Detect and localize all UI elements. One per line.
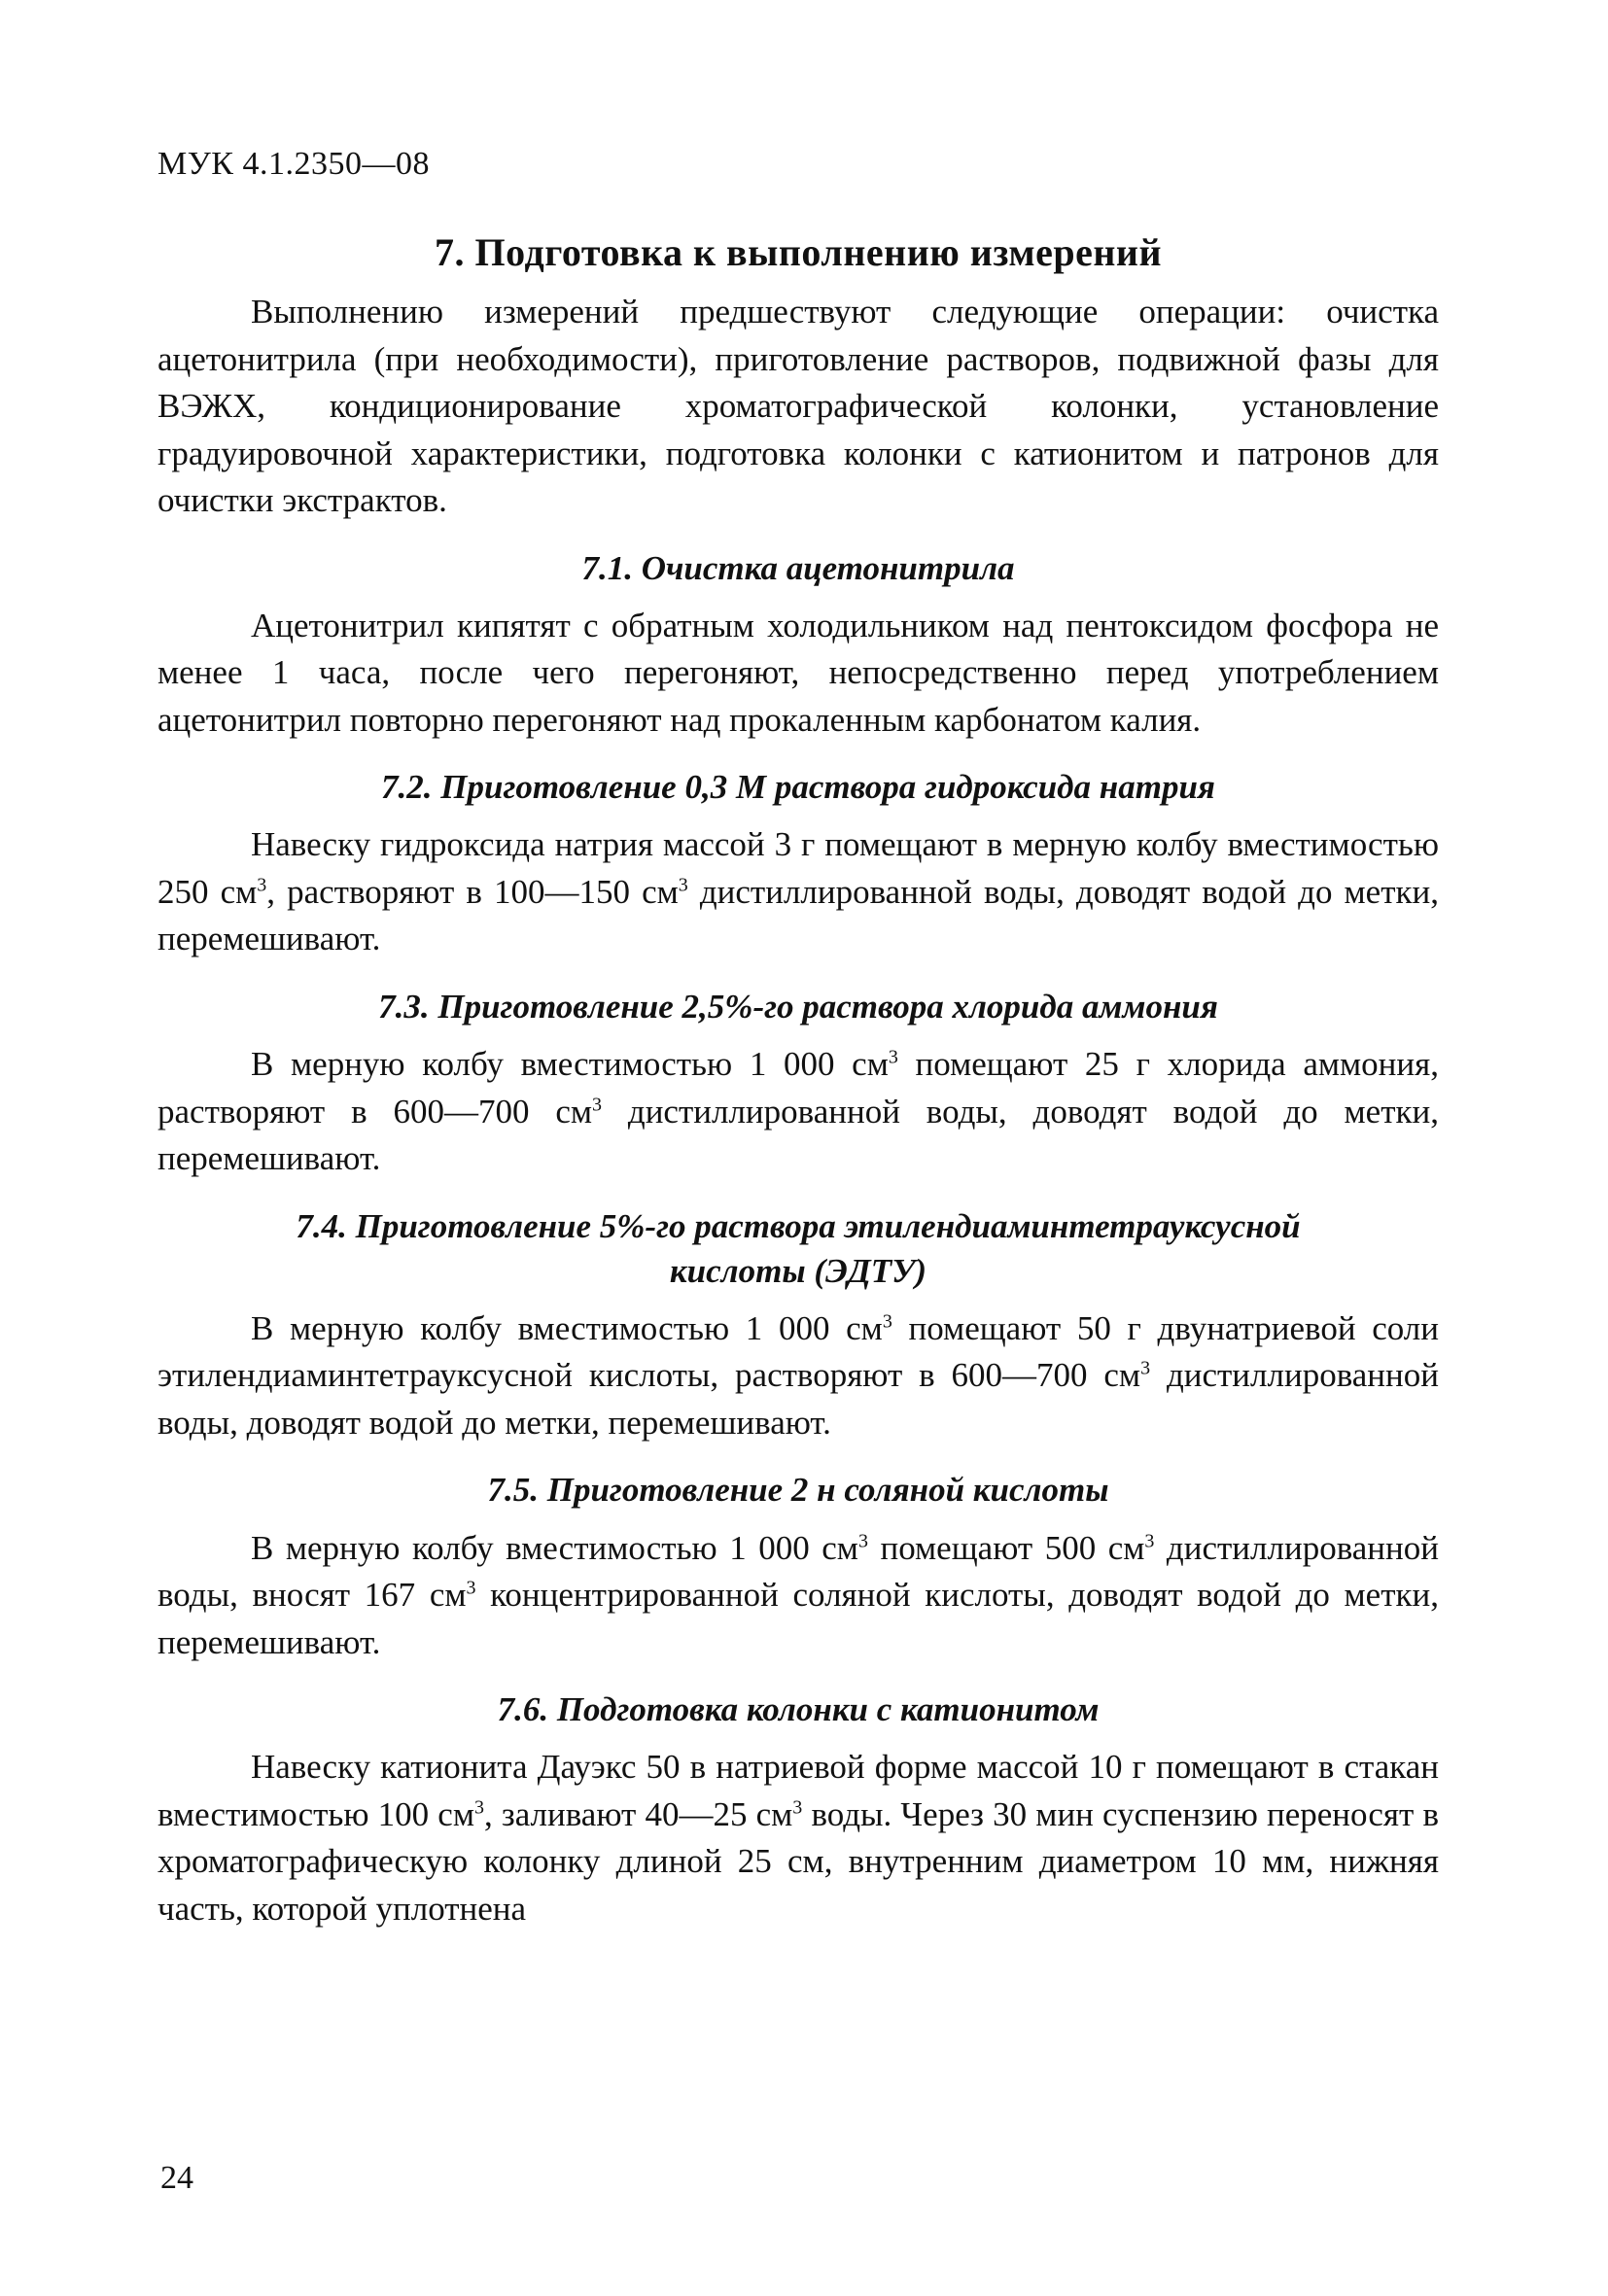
superscript: 3: [1144, 1529, 1155, 1551]
title-line: кислоты (ЭДТУ): [669, 1251, 927, 1290]
text-fragment: помещают 500 см: [867, 1528, 1145, 1567]
text-fragment: воды. Через 30 мин суспензию переносят в хроматографическую колонку длиной 25 см, внутренним диаметром 10 мм, нижняя часть, которой уплотнена: [157, 1794, 1439, 1928]
subsection-title-7-1: 7.1. Очистка ацетонитрила: [581, 548, 1015, 587]
subsection-title-7-2: 7.2. Приготовление 0,3 М раствора гидроксида натрия: [381, 768, 1215, 807]
text-fragment: В мерную колбу вместимостью 1 000 см: [251, 1528, 858, 1567]
superscript: 3: [882, 1310, 892, 1333]
text-fragment: В мерную колбу вместимостью 1 000 см: [251, 1045, 889, 1084]
subsection-text-7-5: [157, 1525, 1439, 1667]
document-page: [157, 146, 1439, 1932]
section-intro: Выполнению измерений предшествуют следующие операции: очистка ацетонитрила (при необходимости), приготовление растворов, подвижной фазы для ВЭЖХ, кондиционирование хроматографической колонки, установление градуировочной характеристики, подготовка колонки с катионитом и патронов для очистки экстрактов.: [157, 293, 1439, 519]
text-fragment: , растворяют в 100—150 см: [266, 872, 679, 911]
text-fragment: Навеску гидроксида натрия массой 3 г помещают в мерную колбу вместимостью 250 см: [157, 825, 1439, 911]
text-fragment: дистиллированной воды, доводят водой до метки, перемешивают.: [157, 1356, 1439, 1442]
subsection-title-7-5: 7.5. Приготовление 2 н соляной кислоты: [487, 1471, 1109, 1510]
text-fragment: В мерную колбу вместимостью 1 000 см: [251, 1308, 883, 1347]
superscript: 3: [857, 1529, 868, 1551]
text-fragment: , заливают 40—25 см: [483, 1794, 793, 1833]
subsection-text-7-4: [157, 1305, 1439, 1447]
text-fragment: помещают 25 г хлорида аммония, растворяют в 600—700 см: [157, 1045, 1439, 1131]
text-fragment: Навеску катионита Дауэкс 50 в натриевой форме массой 10 г помещают в стакан вместимостью 100 см: [157, 1748, 1439, 1833]
superscript: 3: [466, 1577, 476, 1599]
subsection-text-7-2: [157, 821, 1439, 963]
document-code: МУК 4.1.2350—08: [157, 146, 430, 182]
text-fragment: дистиллированной воды, вносят 167 см: [157, 1528, 1439, 1615]
superscript: 3: [592, 1093, 603, 1115]
subsection-title-7-3: 7.3. Приготовление 2,5%-го раствора хлорида аммония: [378, 987, 1218, 1026]
superscript: 3: [257, 874, 267, 896]
superscript: 3: [678, 874, 688, 896]
subsection-title-7-4: [157, 1204, 1439, 1294]
text-fragment: дистиллированной воды, доводят водой до метки, перемешивают.: [157, 872, 1439, 958]
subsection-text-7-1: Ацетонитрил кипятят с обратным холодильником над пентоксидом фосфора не менее 1 часа, после чего перегоняют, непосредственно перед употреблением ацетонитрил повторно перегоняют над прокаленным карбонатом калия.: [157, 606, 1439, 739]
text-fragment: дистиллированной воды, доводят водой до метки, перемешивают.: [157, 1092, 1439, 1178]
section-title: 7. Подготовка к выполнению измерений: [435, 230, 1162, 274]
text-fragment: концентрированной соляной кислоты, доводят водой до метки, перемешивают.: [157, 1576, 1439, 1661]
superscript: 3: [888, 1046, 898, 1068]
subsection-title-7-6: 7.6. Подготовка колонки с катионитом: [497, 1690, 1100, 1729]
title-line: 7.4. Приготовление 5%-го раствора этилендиаминтетрауксусной: [296, 1206, 1301, 1245]
text-fragment: помещают 50 г двунатриевой соли этилендиаминтетрауксусной кислоты, растворяют в 600—700 см: [157, 1308, 1439, 1395]
superscript: 3: [473, 1796, 484, 1819]
superscript: 3: [1140, 1357, 1151, 1379]
superscript: 3: [792, 1796, 803, 1819]
page-number: 24: [160, 2160, 193, 2196]
subsection-text-7-3: [157, 1041, 1439, 1183]
subsection-text-7-6: [157, 1744, 1439, 1932]
